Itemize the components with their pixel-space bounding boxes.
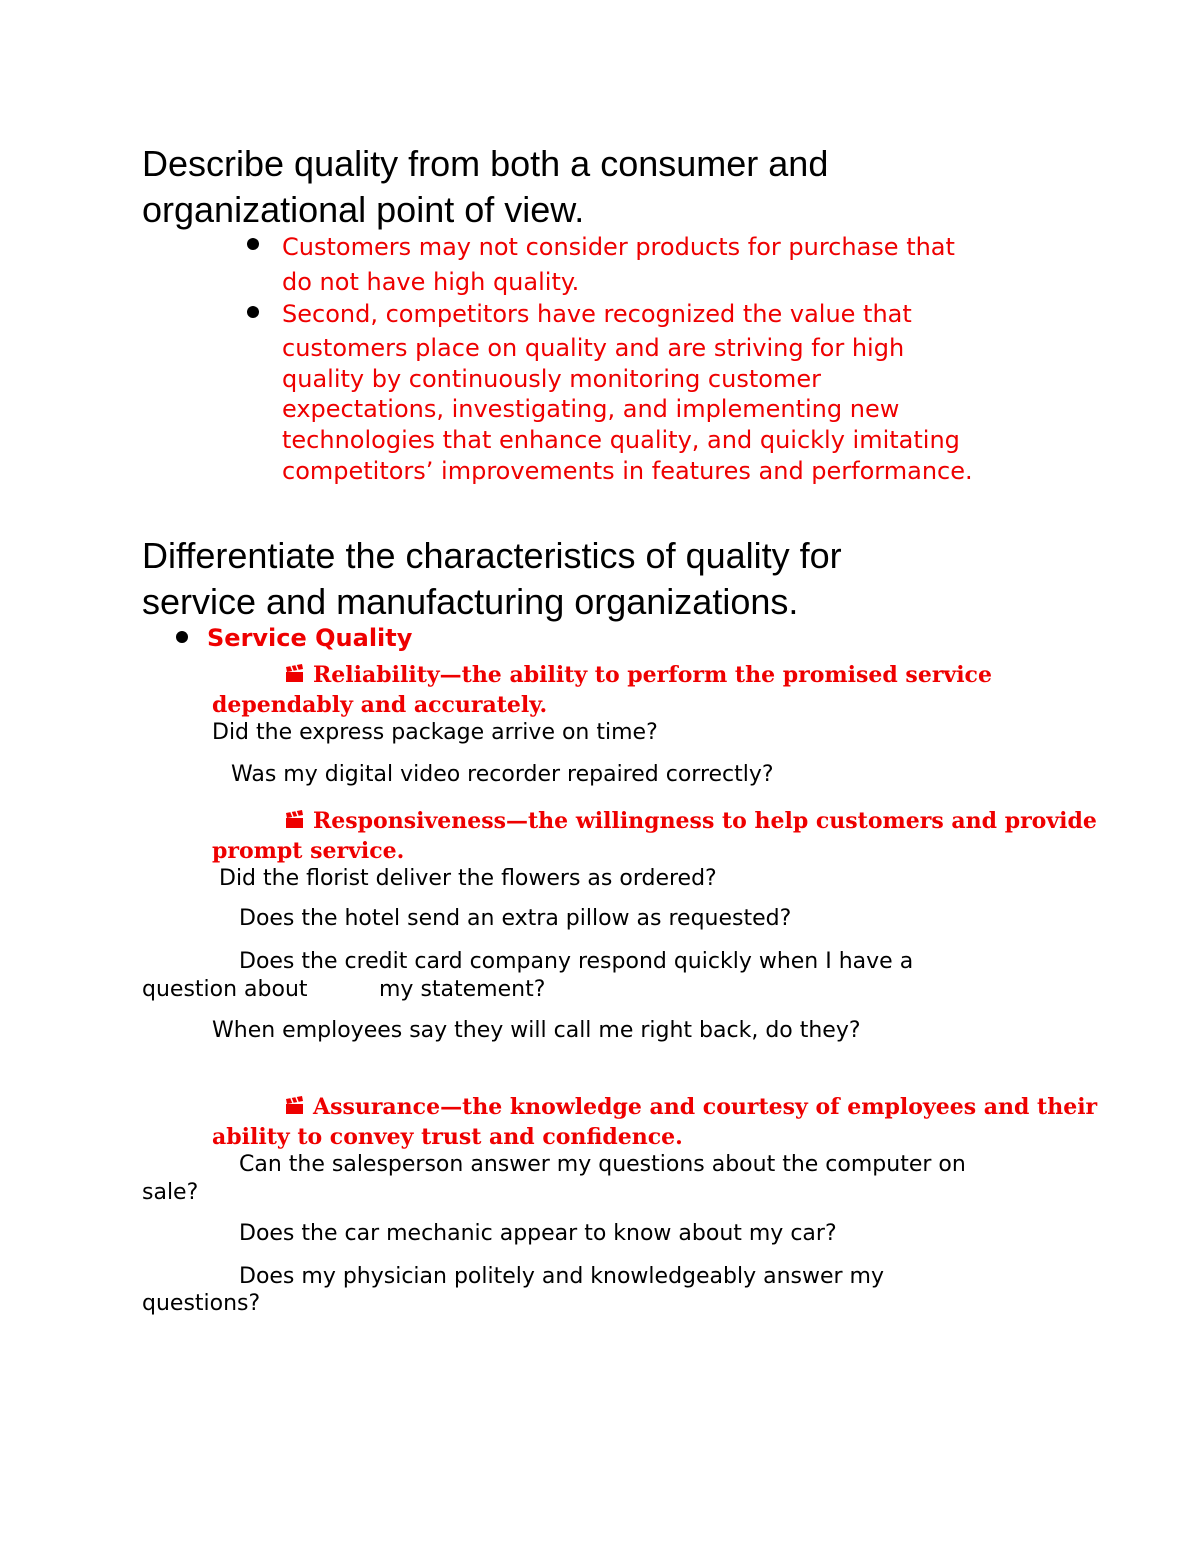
question: Does the car mechanic appear to know about my car? <box>239 1221 837 1246</box>
bullet-2-line3: quality by continuously monitoring customer <box>282 365 821 393</box>
question: sale? <box>142 1180 199 1205</box>
bullet-1-line1: Customers may not consider products for purchase that <box>282 233 955 261</box>
question: Does the credit card company respond quickly when I have a <box>239 949 914 974</box>
section1-heading-line2: organizational point of view. <box>142 189 585 230</box>
bullet-dot <box>247 306 259 318</box>
clapperboard-icon <box>285 810 305 830</box>
bullet-2-line4: expectations, investigating, and implementing new <box>282 395 900 423</box>
assurance-title-line2: ability to convey trust and confidence. <box>212 1124 683 1150</box>
question: Does my physician politely and knowledgeably answer my <box>239 1264 885 1289</box>
question: Can the salesperson answer my questions about the computer on <box>239 1152 966 1177</box>
bullet-2-line1: Second, competitors have recognized the value that <box>282 300 912 328</box>
question: question about <box>142 977 308 1002</box>
question: When employees say they will call me right back, do they? <box>212 1018 861 1043</box>
responsiveness-title-line1 <box>285 808 1097 834</box>
section2-heading-line2: service and manufacturing organizations. <box>142 581 799 622</box>
question: my statement? <box>379 977 546 1002</box>
service-quality-label: Service Quality <box>207 624 413 652</box>
reliability-title-line2: dependably and accurately. <box>212 692 548 718</box>
bullet-2-line2: customers place on quality and are striving for high <box>282 334 905 362</box>
question: Does the hotel send an extra pillow as requested? <box>239 906 792 931</box>
clapperboard-icon <box>285 664 305 684</box>
bullet-dot <box>176 631 188 643</box>
bullet-2-line6: competitors’ improvements in features and performance. <box>282 457 973 485</box>
clapperboard-icon <box>285 1096 305 1116</box>
reliability-title-line1 <box>285 662 992 688</box>
question: Was my digital video recorder repaired correctly? <box>231 762 774 787</box>
question: Did the express package arrive on time? <box>212 720 658 745</box>
question: questions? <box>142 1291 261 1316</box>
bullet-1-line2: do not have high quality. <box>282 268 580 296</box>
section2-heading-line1: Differentiate the characteristics of quality for <box>142 535 842 576</box>
responsiveness-title-line2: prompt service. <box>212 838 405 864</box>
reliability-title-text: Reliability—the ability to perform the promised service <box>313 662 992 688</box>
assurance-title-line1 <box>285 1094 1097 1120</box>
bullet-dot <box>247 238 259 250</box>
bullet-2-line5: technologies that enhance quality, and quickly imitating <box>282 426 960 454</box>
responsiveness-title-text: Responsiveness—the willingness to help customers and provide <box>313 808 1097 834</box>
section1-heading-line1: Describe quality from both a consumer and <box>142 143 829 184</box>
question: Did the florist deliver the flowers as ordered? <box>219 866 717 891</box>
assurance-title-text: Assurance—the knowledge and courtesy of employees and their <box>313 1094 1098 1120</box>
